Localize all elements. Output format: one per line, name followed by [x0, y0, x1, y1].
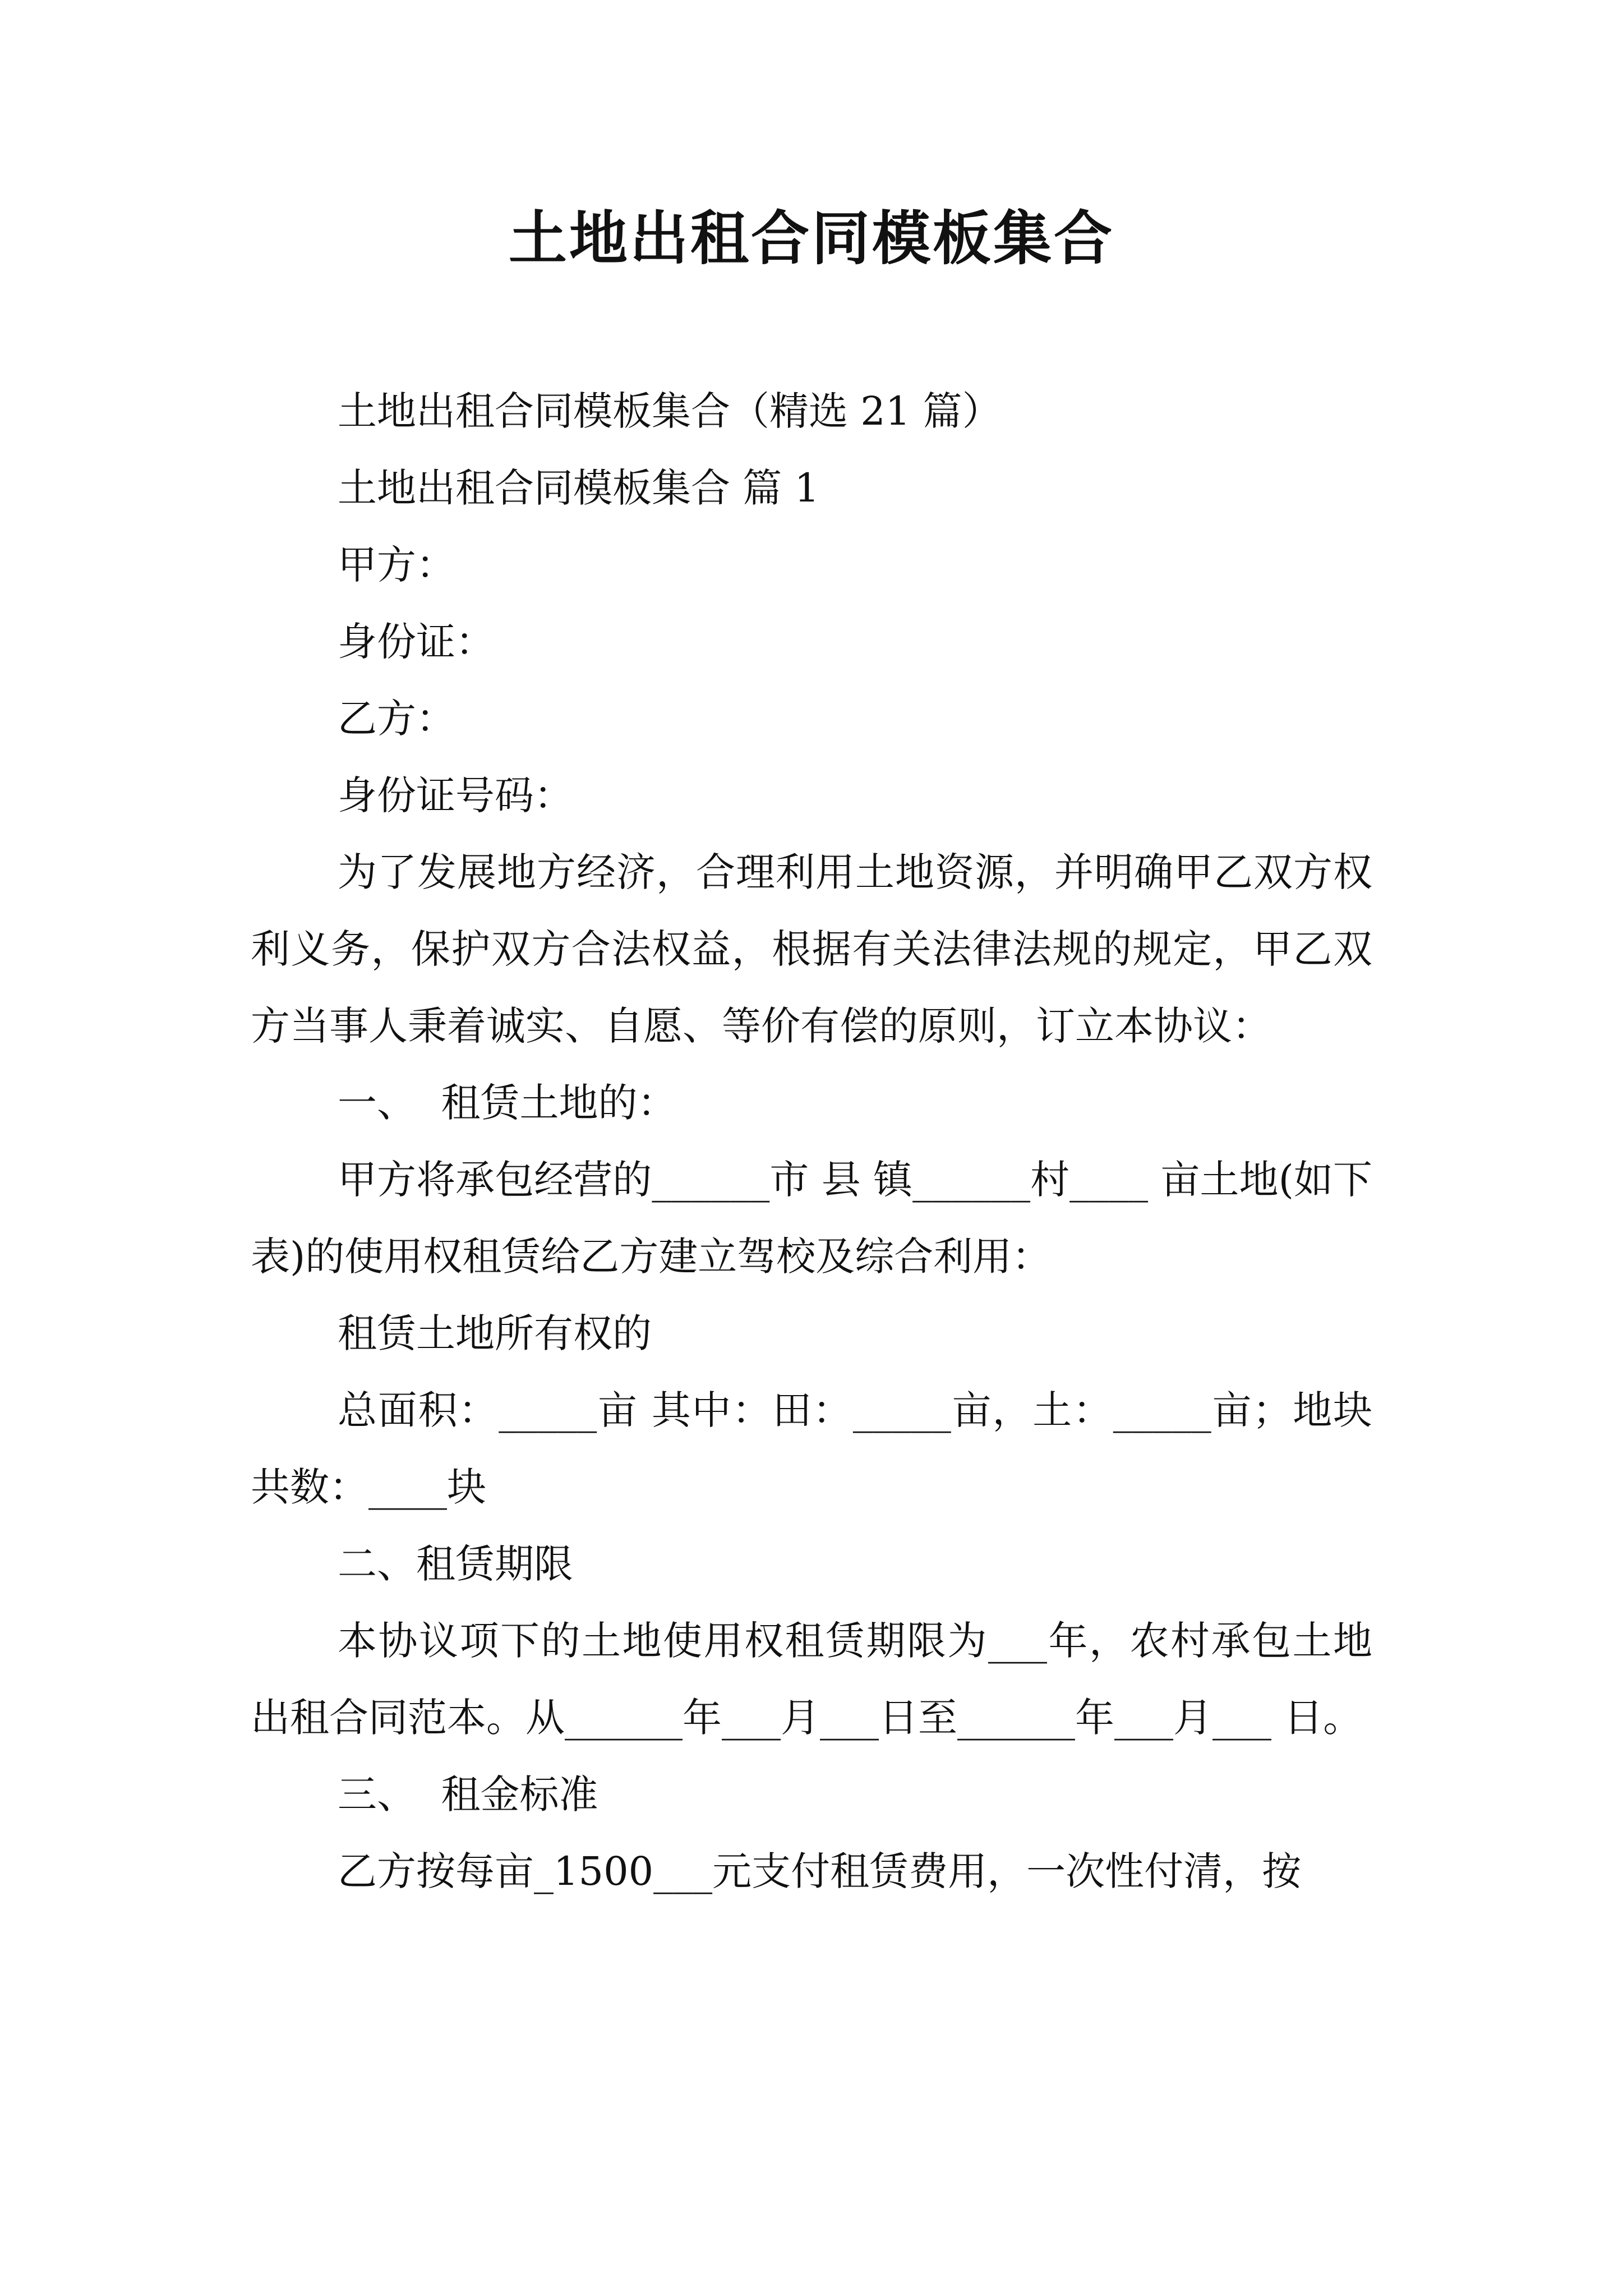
clause-1-area: 总面积：_____亩 其中：田：_____亩，土：_____亩；地块共数：____块	[251, 1387, 1372, 1510]
subtitle-paragraph: 土地出租合同模板集合（精选 21 篇）	[338, 388, 1002, 434]
clause-2-text: 本协议项下的土地使用权租赁期限为___年，农村承包土地出租合同范本。从______年___月___日至______年___月___ 日。	[251, 1618, 1372, 1741]
clause-heading-1: 一、 租赁土地的：	[338, 1080, 677, 1126]
party-a-id-field: 身份证：	[338, 619, 495, 665]
party-b-field: 乙方：	[338, 696, 455, 742]
clause-1-ownership: 租赁土地所有权的	[338, 1310, 652, 1356]
party-a-field: 甲方：	[338, 542, 455, 588]
clause-heading-3: 三、 租金标准	[338, 1772, 598, 1818]
preamble-paragraph: 为了发展地方经济，合理利用土地资源，并明确甲乙双方权利义务，保护双方合法权益，根据有关法律法规的规定，甲乙双方当事人秉着诚实、自愿、等价有偿的原则，订立本协议：	[251, 849, 1372, 1049]
document-title: 土地出租合同模板集合	[508, 204, 1114, 273]
section-heading: 土地出租合同模板集合 篇 1	[338, 465, 820, 511]
document-body	[251, 373, 1372, 1910]
clause-3-text: 乙方按每亩_1500___元支付租赁费用，一次性付清，按	[338, 1848, 1302, 1894]
clause-1-text: 甲方将承包经营的______市 县 镇______村____ 亩土地(如下表)的使用权租赁给乙方建立驾校及综合利用：	[251, 1157, 1372, 1280]
clause-heading-2: 二、租赁期限	[338, 1541, 573, 1587]
party-b-id-field: 身份证号码：	[338, 772, 573, 818]
